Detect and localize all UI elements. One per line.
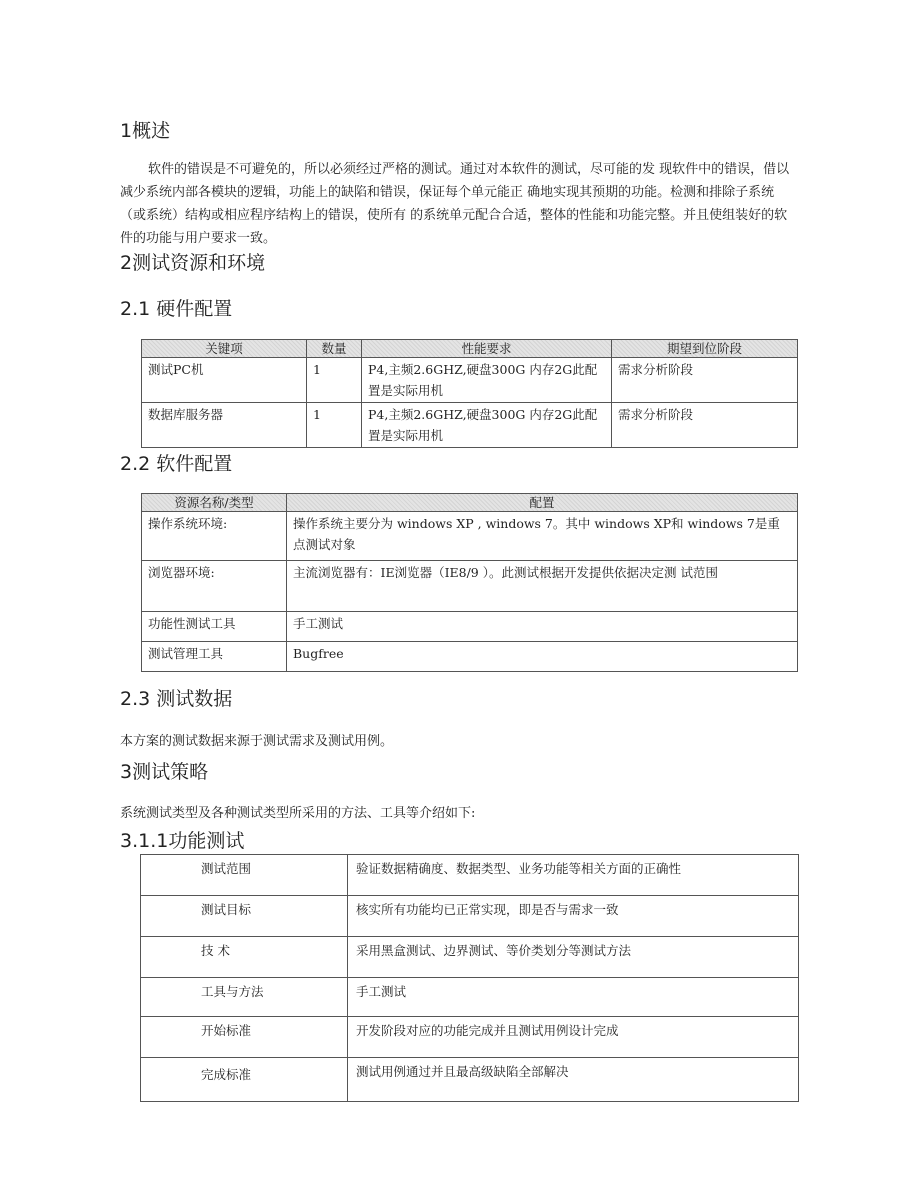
cell-key: 工具与方法 — [141, 978, 348, 1017]
table-row — [142, 512, 798, 561]
cell-qty: 1 — [307, 358, 362, 403]
strategy-text: 系统测试类型及各种测试类型所采用的方法、工具等介绍如下: — [120, 806, 476, 821]
cell-value: 核实所有功能均已正常实现，即是否与需求一致 — [348, 896, 799, 937]
cell-config: Bugfree — [287, 642, 798, 672]
header-expected-stage: 期望到位阶段 — [612, 340, 798, 358]
software-heading: 2.2 软件配置 — [120, 453, 233, 475]
cell-value: 测试用例通过并且最高级缺陷全部解决 — [348, 1058, 799, 1102]
functional-test-table — [140, 854, 799, 1102]
cell-stage: 需求分析阶段 — [612, 403, 798, 448]
cell-qty: 1 — [307, 403, 362, 448]
table-row — [142, 561, 798, 612]
table-row — [142, 612, 798, 642]
table-row — [142, 358, 798, 403]
hardware-heading: 2.1 硬件配置 — [120, 298, 233, 320]
strategy-heading: 3测试策略 — [120, 761, 209, 783]
cell-stage: 需求分析阶段 — [612, 358, 798, 403]
table-row — [142, 403, 798, 448]
cell-config: 操作系统主要分为 windows XP , windows 7。其中 windows XP和 windows 7是重点测试对象 — [287, 512, 798, 561]
cell-key: 测试范围 — [141, 855, 348, 896]
header-key-item: 关键项 — [142, 340, 307, 358]
table-row — [141, 896, 799, 937]
overview-heading: 1概述 — [120, 120, 171, 142]
table-row — [141, 1017, 799, 1058]
table-row — [141, 978, 799, 1017]
cell-spec: P4,主频2.6GHZ,硬盘300G 内存2G此配置是实际用机 — [362, 403, 612, 448]
cell-key: 测试目标 — [141, 896, 348, 937]
software-table — [141, 493, 798, 672]
cell-value: 手工测试 — [348, 978, 799, 1017]
resources-heading: 2测试资源和环境 — [120, 252, 266, 274]
functional-test-heading: 3.1.1功能测试 — [120, 830, 245, 852]
hardware-table — [141, 339, 798, 448]
cell-name: 测试管理工具 — [142, 642, 287, 672]
test-data-heading: 2.3 测试数据 — [120, 688, 233, 710]
table-row — [141, 1058, 799, 1102]
cell-value: 开发阶段对应的功能完成并且测试用例设计完成 — [348, 1017, 799, 1058]
table-header-row — [142, 494, 798, 512]
cell-name: 功能性测试工具 — [142, 612, 287, 642]
cell-item: 测试PC机 — [142, 358, 307, 403]
overview-paragraph: 软件的错误是不可避免的，所以必须经过严格的测试。通过对本软件的测试，尽可能的发 现软件中的错误，借以减少系统内部各模块的逻辑，功能上的缺陷和错误，保证每个单元能正 确地实现其预期的功能。检测和排除子系统（或系统）结构或相应程序结构上的错误，使所有 的系统单元配合合适，整体的性能和功能完整。并且使组装好的软件的功能与用户要求一致。 — [120, 162, 790, 246]
test-data-text: 本方案的测试数据来源于测试需求及测试用例。 — [120, 734, 394, 749]
cell-config: 手工测试 — [287, 612, 798, 642]
cell-config: 主流浏览器有：IE浏览器（IE8/9 ）。此测试根据开发提供依据决定测 试范围 — [287, 561, 798, 612]
header-quantity: 数量 — [307, 340, 362, 358]
cell-name: 操作系统环境: — [142, 512, 287, 561]
cell-item: 数据库服务器 — [142, 403, 307, 448]
cell-key: 完成标准 — [141, 1058, 348, 1102]
header-performance: 性能要求 — [362, 340, 612, 358]
cell-key: 技 术 — [141, 937, 348, 978]
cell-value: 采用黑盒测试、边界测试、等价类划分等测试方法 — [348, 937, 799, 978]
table-header-row — [142, 340, 798, 358]
cell-spec: P4,主频2.6GHZ,硬盘300G 内存2G此配置是实际用机 — [362, 358, 612, 403]
header-config: 配置 — [287, 494, 798, 512]
table-row — [141, 855, 799, 896]
cell-value: 验证数据精确度、数据类型、业务功能等相关方面的正确性 — [348, 855, 799, 896]
cell-name: 浏览器环境: — [142, 561, 287, 612]
header-resource-name: 资源名称/类型 — [142, 494, 287, 512]
table-row — [141, 937, 799, 978]
table-row — [142, 642, 798, 672]
cell-key: 开始标准 — [141, 1017, 348, 1058]
